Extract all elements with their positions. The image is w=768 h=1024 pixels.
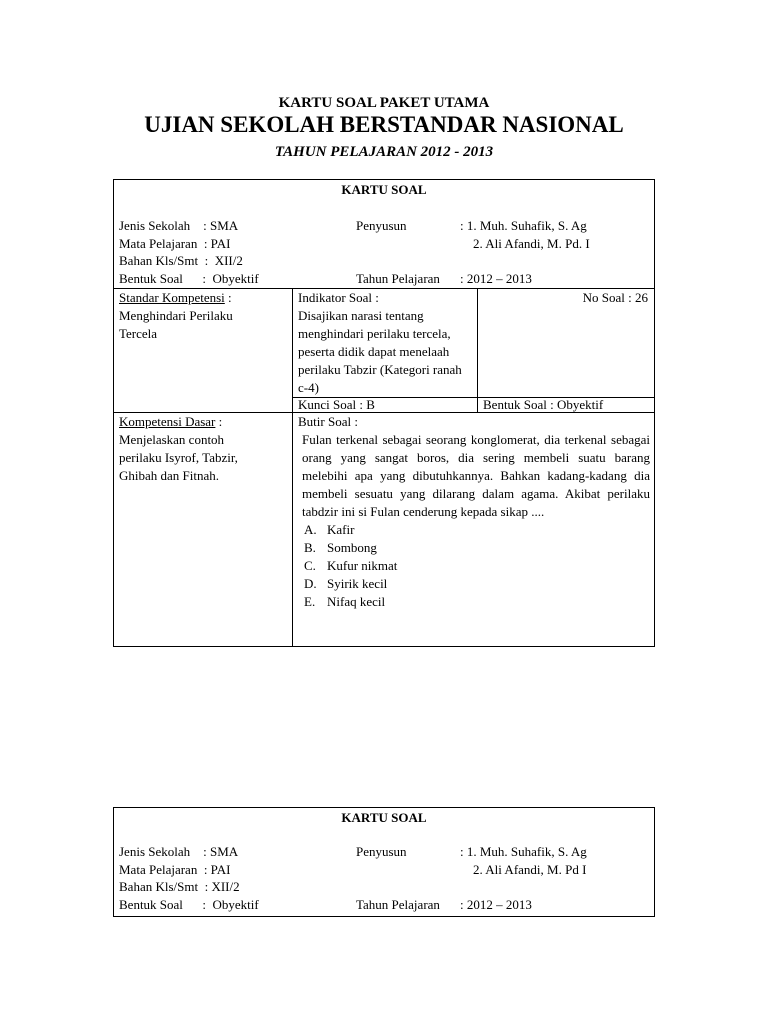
bahan-kls-smt: Bahan Kls/Smt : XII/2: [119, 253, 243, 268]
butir-soal-text: Fulan terkenal sebagai seorang konglomerat, dia terkenal sebagai orang yang sangat boros, dia sering membeli suatu barang melebihi apa yang dibutuhkannya. Bahkan kadang-kadang dia membeli sesuatu yang dilarang dalam agama. Akibat perilaku tabdzir ini si Fulan cenderung kepada sikap ....: [302, 432, 650, 519]
mata-pelajaran: Mata Pelajaran : PAI: [119, 861, 231, 877]
penyusun-label: Penyusun: [356, 844, 407, 859]
card-info-block: [119, 217, 651, 287]
option-text: Kufur nikmat: [327, 558, 398, 573]
jenis-sekolah: Jenis Sekolah : SMA: [119, 844, 239, 859]
title-ujian-sekolah: UJIAN SEKOLAH BERSTANDAR NASIONAL: [144, 112, 624, 137]
penyusun-2: 2. Ali Afandi, M. Pd I: [473, 861, 587, 877]
option-c: [302, 557, 650, 575]
bentuk-soal-cell: Bentuk Soal : Obyektif: [483, 397, 604, 412]
standar-kompetensi-label: Standar Kompetensi: [119, 290, 225, 305]
penyusun-label: Penyusun: [356, 218, 407, 233]
kompetensi-dasar-label: Kompetensi Dasar: [119, 414, 216, 429]
option-letter: D.: [304, 576, 317, 591]
option-e: [302, 593, 650, 611]
penyusun-1: : 1. Muh. Suhafik, S. Ag: [460, 218, 587, 233]
tahun-pelajaran-label: Tahun Pelajaran: [356, 896, 440, 912]
kompetensi-dasar-cell: [119, 413, 289, 485]
title-kartu-soal-paket-utama: KARTU SOAL PAKET UTAMA: [278, 95, 490, 111]
indikator-soal-text: Disajikan narasi tentang menghindari perilaku tercela, peserta didik dapat menelaah perilaku Tabzir (Kategori ranah c-4): [298, 308, 462, 395]
grid-line: [292, 288, 293, 647]
indikator-soal-label: Indikator Soal :: [298, 290, 379, 305]
jenis-sekolah: Jenis Sekolah : SMA: [119, 218, 239, 233]
option-letter: E.: [304, 594, 316, 609]
kompetensi-dasar-colon: :: [215, 414, 223, 429]
bentuk-soal: Bentuk Soal : Obyektif: [119, 896, 259, 912]
mata-pelajaran: Mata Pelajaran : PAI: [119, 235, 231, 251]
butir-soal-cell: [298, 413, 650, 611]
card-title: KARTU SOAL: [341, 182, 427, 197]
no-soal: No Soal : 26: [582, 290, 648, 305]
answer-options: [298, 521, 650, 611]
option-letter: C.: [304, 558, 316, 573]
option-text: Syirik kecil: [327, 576, 388, 591]
tahun-pelajaran-label: Tahun Pelajaran: [356, 270, 440, 286]
option-letter: B.: [304, 540, 316, 555]
kartu-soal-card-2: [113, 807, 655, 917]
option-b: [302, 539, 650, 557]
kartu-soal-card-1: [113, 179, 655, 647]
option-a: [302, 521, 650, 539]
option-letter: A.: [304, 522, 317, 537]
butir-soal-label: Butir Soal :: [298, 414, 358, 429]
bahan-kls-smt: Bahan Kls/Smt : XII/2: [119, 879, 240, 894]
penyusun-2: 2. Ali Afandi, M. Pd. I: [473, 235, 590, 251]
indikator-soal-cell: [298, 289, 472, 397]
option-d: [302, 575, 650, 593]
title-tahun-pelajaran: TAHUN PELAJARAN 2012 - 2013: [274, 144, 494, 160]
kunci-soal: Kunci Soal : B: [298, 397, 375, 412]
card-title: KARTU SOAL: [341, 810, 427, 825]
penyusun-1: : 1. Muh. Suhafik, S. Ag: [460, 844, 587, 859]
standar-kompetensi-cell: [119, 289, 287, 343]
option-text: Sombong: [327, 540, 377, 555]
card-info-block: [119, 843, 651, 913]
option-text: Kafir: [327, 522, 355, 537]
option-text: Nifaq kecil: [327, 594, 386, 609]
tahun-pelajaran-value: : 2012 – 2013: [460, 270, 532, 286]
standar-kompetensi-text: Menghindari Perilaku Tercela: [119, 308, 233, 341]
bentuk-soal: Bentuk Soal : Obyektif: [119, 270, 259, 286]
tahun-pelajaran-value: : 2012 – 2013: [460, 896, 532, 912]
standar-kompetensi-colon: :: [224, 290, 232, 305]
kompetensi-dasar-text: Menjelaskan contoh perilaku Isyrof, Tabzir, Ghibah dan Fitnah.: [119, 432, 238, 483]
